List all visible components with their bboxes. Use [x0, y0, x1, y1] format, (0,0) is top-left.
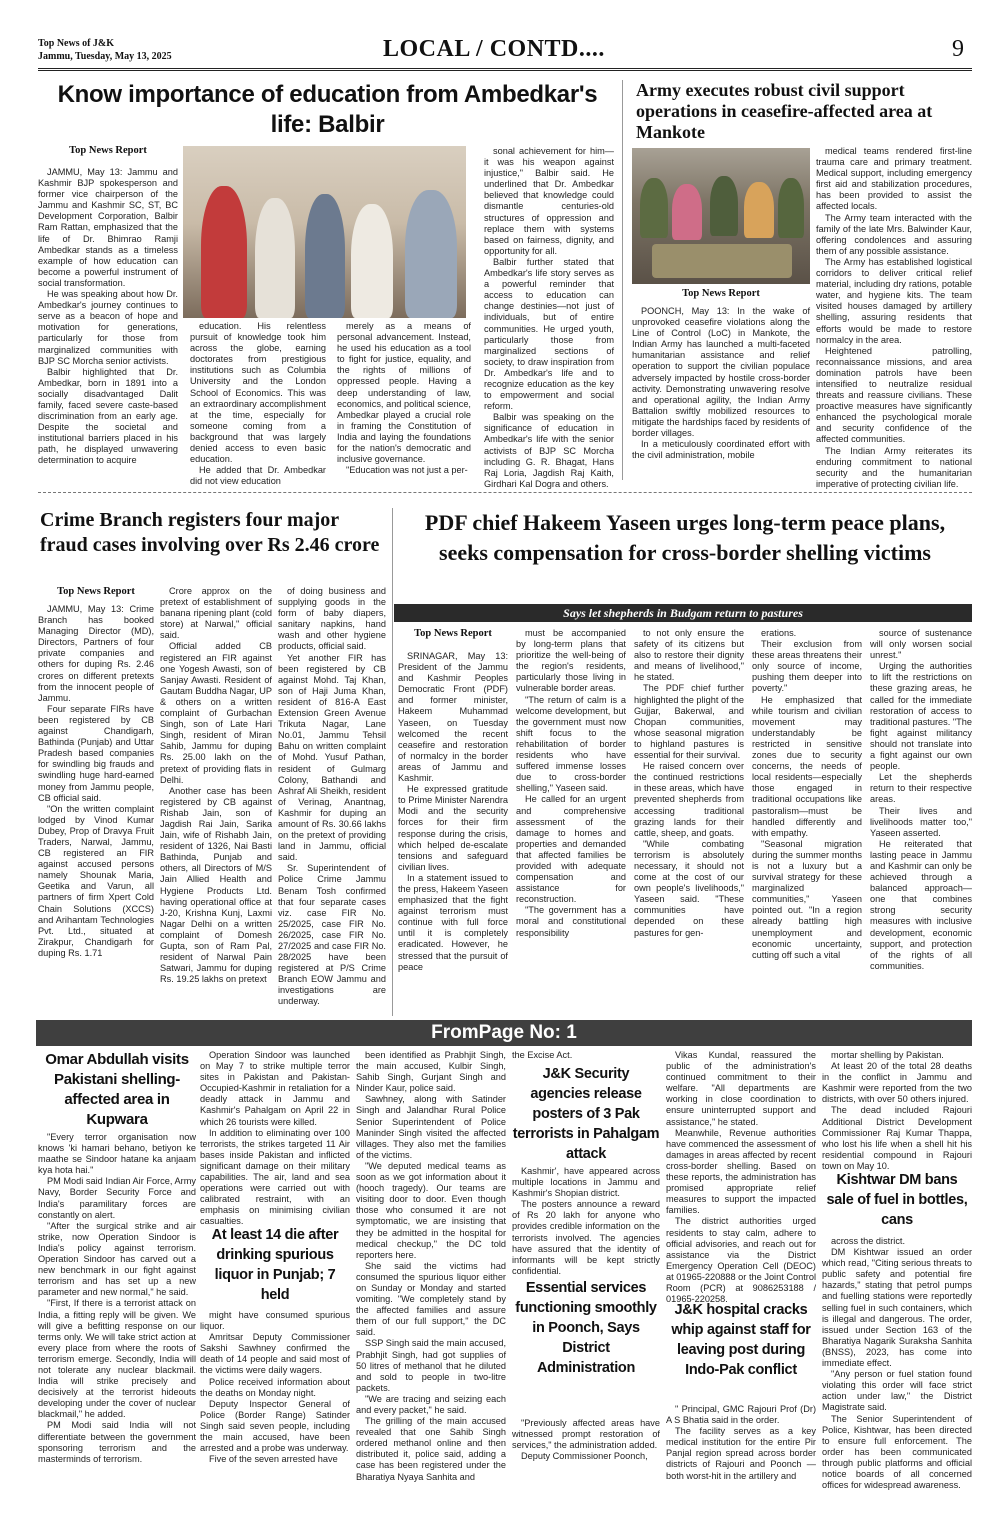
paragraph: "The government has a moral and constitutional responsibility [516, 905, 626, 938]
hospital-col [666, 1404, 816, 1480]
paragraph: Amritsar Deputy Commissioner Sakshi Sawhney confirmed the death of 14 people and said most of the victims were daily wagers. [200, 1332, 350, 1376]
from-page-banner [36, 1020, 972, 1046]
punjab-col-2 [356, 1050, 506, 1480]
paragraph: "On the written complaint lodged by Vinod Kumar Dubey, Prop of Dravya Fruit Traders, Narwal, Jammu, CB registered an FIR against accused persons namely Shounak Maria, Geetika and Varun, all partners of firm Xpert Cold Chain Solutions (XCCS) and Arihantam Technologies Pvt. Ltd., situated at Zirakpur, Chandigarh for duping Rs. 1.71 [38, 803, 154, 958]
column-rule [622, 80, 623, 480]
paragraph: "Education was not just a per- [346, 465, 468, 476]
paragraph: The district authorities urged residents to stay calm, adhere to official advisories, and reach out for assistance via the District Emergency Operation Cell (DEOC) at 01965-220888 or the Joint Control Room (PCR) at 9086253188 / 01965-220258. [666, 1216, 816, 1305]
paragraph: POONCH, May 13: In the wake of unprovoked ceasefire violations along the Line of Control (LoC) in Mankote, the Indian Army has launched a multi-faceted humanitarian assistance and relief operation to support the civilian populace adversely impacted by hostile cross-border activity. Demonstrating unwavering resolve and operational agility, the Indian Army Battalion swiftly mobilized resources to mitigate the hardships faced by residents of border villages. [632, 306, 810, 439]
paragraph: He called for an urgent and comprehensive assessment of the damage to homes and properties and demanded that affected families be provided with adequate compensation and assistance for reconstruction. [516, 794, 626, 905]
ambedkar-byline: Top News Report [69, 145, 147, 156]
pdf-subhead-bar [394, 604, 972, 622]
paragraph: mortar shelling by Pakistan. [831, 1050, 944, 1060]
paragraph: Deputy Commissioner Poonch, [521, 1451, 648, 1462]
paragraph: Five of the seven arrested have [209, 1454, 338, 1465]
paragraph: education. His relentless pursuit of knowledge took him across the globe, earning doctorates from prestigious institutions such as Columbia University and the London School of Economics. This was an extraordinary accomplishment at the time, especially for someone coming from a background that was largely denied access to even basic education. [190, 321, 326, 465]
paragraph: DM Kishtwar issued an order which read, "Citing serious threats to public safety and potential fire hazards," stating that petrol pumps and fuelling stations were reportedly selling fuel in such containers, which is illegal and dangerous. The order, issued under Section 163 of the Bharatiya Nagarik Suraksha Sanhita (BNSS), 2023, has come into immediate effect. [822, 1247, 972, 1369]
crime-col-3 [278, 586, 386, 1015]
ambedkar-col-2 [190, 321, 326, 487]
paragraph: Vikas Kundal, reassured the public of the administration's continued commitment to their welfare. "All departments are working in close coordination to ensure uninterrupted support and assistance," he stated. [666, 1050, 816, 1127]
army-col-1 [632, 306, 810, 479]
paragraph: "Previously affected areas have witnessed prompt restoration of services," the administration added. [512, 1418, 660, 1451]
army-photo [632, 148, 810, 284]
paragraph: "The return of calm is a welcome development, but the government must now shift focus to the rehabilitation of border residents who have suffered immense losses due to cross-border shelling," Yaseen said. [516, 694, 626, 794]
paragraph: Operation Sindoor was launched on May 7 to strike multiple terror sites in Pakistan and Pakistan-Occupied-Kashmir in retaliation for a deadly attack in Jammu and Kashmir's Pahalgam on April 22 in which 26 tourists were killed. [200, 1050, 350, 1127]
paragraph: Kashmir', have appeared across multiple locations in Jammu and Kashmir's Shopian district. [512, 1166, 660, 1199]
paper-name: Top News of J&K [38, 38, 115, 49]
paragraph: might have consumed spurious liquor. [200, 1310, 350, 1332]
paragraph: " Principal, GMC Rajouri Prof (Dr) A S Bhatia said in the order. [666, 1404, 816, 1426]
paragraph: He was speaking about how Dr. Ambedkar's journey continues to serve as a beacon of hope and motivation for generations, particularly for those from marginalized communities with BJP SC Morcha senior activists. [38, 289, 178, 366]
paragraph: Let the shepherds return to their respective areas. [870, 772, 972, 805]
paragraph: Yet another FIR has been registered by CB against Mohd. Taj Khan, son of Haji Juma Khan, resident of 816-A East Extension Green Avenue Trikuta Nagar, Lane No.01, Jammu Tehsil Bahu on written complaint of Mohd. Yusuf Pathan, resident of Gulmarg Colony, Bathandi and Ashraf Ali Sheikh, resident of Verinag, Anantnag, Kashmir for duping an amount of Rs. 30.66 lakhs on the pretext of providing land in Jammu, official said. [278, 652, 386, 863]
paragraph: The Senior Superintendent of Police, Kishtwar, has been directed to ensure full enforcement. The order has been communicated through public platforms and official notice boards of all concerned offices for widespread awareness. [822, 1413, 972, 1491]
paragraph: He reiterated that lasting peace in Jammu and Kashmir can only be achieved through a balanced approach—one that combines strong security measures with inclusive development, economic support, and protection of the rights of all communities. [870, 838, 972, 971]
rajouri-col [822, 1050, 972, 1171]
paragraph: "Any person or fuel station found violating this order will face strict action under law," the District Magistrate said. [822, 1369, 972, 1413]
paragraph: Heightened patrolling, reconnaissance missions, and area domination patrols have been intensified to neutralize residual threats and reassure civilians. These proactive measures have significantly enhanced the psychological morale and security confidence of the affected communities. [816, 345, 972, 445]
paragraph: The dead included Rajouri Additional District Development Commissioner Raj Kumar Thappa, who lost his life when a shell hit his residential compound in Rajouri town on May 10. [822, 1105, 972, 1171]
paragraph: Balbir further stated that Ambedkar's life story serves as a powerful reminder that access to education can change destinies—not just of individuals, but of entire communities. He urged youth, particularly those from marginalized sections of society, to draw inspiration from Dr. Ambedkar's life and to recognize education as the key to empowerment and social reform. [484, 256, 614, 412]
section-title: LOCAL / CONTD.... [383, 36, 605, 62]
essential-col [512, 1418, 660, 1480]
paragraph: Their exclusion from these areas threatens their only source of income, pushing them deeper into poverty." [752, 639, 862, 694]
hospital-headline: J&K hospital cracks whip against staff for leaving post during Indo-Pak conflict [671, 1302, 811, 1378]
paragraph: He emphasized that while tourism and civilian movement may understandably be restricted in sensitive zones due to security concerns, the needs of local residents—especially those engaged in traditional occupations like pastoralism—must be handled differently and with empathy. [752, 694, 862, 838]
pdf-col-3 [634, 628, 744, 1015]
paragraph: The Indian Army reiterates its enduring commitment to national security and the humanitarian imperative of protecting civilian life. [816, 445, 972, 489]
dateline: Jammu, Tuesday, May 13, 2025 [38, 51, 172, 62]
ambedkar-col-3 [337, 321, 471, 479]
pdf-col-2 [516, 628, 626, 1015]
paragraph: to not only ensure the safety of its citizens but also to restore their dignity and means of livelihood," he stated. [634, 628, 744, 683]
paragraph: SRINAGAR, May 13: President of the Jammu and Kashmir Peoples Democratic Front (PDF) and former minister, Hakeem Muhammad Yaseen, on Tuesday welcomed the recent ceasefire and restoration of normalcy in the border areas of Jammu and Kashmir. [398, 651, 508, 784]
vikas-col [666, 1050, 816, 1305]
paragraph: "We are tracing and seizing each and every packet," he said. [356, 1393, 506, 1415]
page-number: 9 [952, 36, 964, 62]
paragraph: He added that Dr. Ambedkar did not view education [190, 465, 326, 487]
crime-byline: Top News Report [57, 586, 135, 597]
paragraph: erations. [761, 628, 797, 638]
pdf-col-4 [752, 628, 862, 1015]
crime-headline: Crime Branch registers four major fraud cases involving over Rs 2.46 crore [40, 509, 380, 556]
paragraph: In a meticulously coordinated effort with the civil administration, mobile [632, 439, 810, 461]
paragraph: The Army has established logistical corridors to deliver critical relief material, including dry rations, potable water, and hygiene kits. The team visited houses damaged by artillery shelling, assuring residents that efforts would be made to restore normalcy in the area. [816, 256, 972, 345]
paragraph: In addition to eliminating over 100 terrorists, the strikes targeted 11 Air bases inside Pakistan and inflicted significant damage on their military capabilities. The air, land and sea operations were carried out with calibrated restraint, with an emphasis on minimising civilian casualties. [200, 1127, 350, 1227]
paragraph: of doing business and supplying goods in the form of baby diapers, sanitary napkins, hand wash and other hygiene products, official said. [278, 586, 386, 652]
paragraph: Sawhney, along with Satinder Singh and Jalandhar Rural Police Senior Superintendent of Police Maninder Singh visited the affected villages. They also met the families of the victims. [356, 1094, 506, 1160]
paragraph: merely as a means of personal advancement. Instead, he used his education as a tool to fight for justice, equality, and the rights of millions of oppressed people. Having a deep understanding of law, economics, and political science, Ambedkar played a crucial role in framing the Constitution of India and laying the foundations for the nation's democratic and inclusive governance. [337, 321, 471, 465]
section-divider [38, 492, 972, 493]
paragraph: Police received information about the deaths on Monday night. [200, 1376, 350, 1398]
paragraph: The posters announce a reward of Rs 20 lakh for anyone who provides credible information on the terrorists involved. The agencies have assured that the identity of informants will be kept strictly confidential. [512, 1199, 660, 1276]
paragraph: SSP Singh said the main accused, Prabhjit Singh, had got supplies of 50 litres of methanol that he diluted and sold to people in two-litre packets. [356, 1338, 506, 1393]
essential-headline: Essential services functioning smoothly in Poonch, Says District Administration [515, 1280, 657, 1376]
masthead-rule [38, 68, 972, 71]
paragraph: The grilling of the main accused revealed that one Sahib Singh ordered methanol online and then distributed it, police said, adding a case has been registered under the Bharatiya Nyaya Sanhita and [356, 1416, 506, 1482]
paragraph: Balbir highlighted that Dr. Ambedkar, born in 1891 into a socially disadvantaged Dalit family, faced severe caste-based discrimination from an early age. Despite the societal and institutional barriers placed in his path, he displayed unwavering determination to acquire [38, 366, 178, 466]
pdf-headline: PDF chief Hakeem Yaseen urges long-term peace plans, seeks compensation for cross-border shelling victims [424, 510, 946, 565]
omar-col-2 [200, 1050, 350, 1227]
omar-col-1 [38, 1132, 196, 1480]
paragraph: Deputy Inspector General of Police (Border Range) Satinder Singh said seven people, including the main accused, have been arrested and a probe was underway. [200, 1398, 350, 1454]
paragraph: He raised concern over the continued restrictions in these areas, which have prevented shepherds from accessing traditional grazing lands for their cattle, sheep, and goats. [634, 761, 744, 838]
omar-headline: Omar Abdullah visits Pakistani shelling-affected area in Kupwara [45, 1051, 189, 1128]
ambedkar-photo [183, 146, 466, 318]
paragraph: JAMMU, May 13: Jammu and Kashmir BJP spokesperson and former vice chairperson of the Jammu and Kashmir SC, ST, BC Development Corporation, Balbir Ram Rattan, emphasized that the life of Dr. Bhimrao Ramji Ambedkar stands as a timeless example of how education can become a powerful instrument of social transformation. [38, 167, 178, 288]
masthead [38, 36, 972, 74]
paragraph: "First, If there is a terrorist attack on India, a fitting reply will be given. We will give a befitting response on our terms only. We will take strict action at every place from where the roots of terrorism emerge. Secondly, India will not tolerate any nuclear blackmail. India will strike precisely and decisively at the terrorist hideouts developing under the cover of nuclear blackmail," he added. [38, 1298, 196, 1420]
crime-col-1 [38, 604, 154, 1015]
paragraph: must be accompanied by long-term plans that prioritize the well-being of the region's residents, particularly those living in vulnerable border areas. [516, 628, 626, 694]
pdf-byline: Top News Report [414, 628, 492, 639]
paragraph: Meanwhile, Revenue authorities have commenced the assessment of damages in areas affected by recent cross-border shelling. Based on these reports, the administration has promised appropriate relief measures to support the impacted families. [666, 1127, 816, 1216]
paragraph: medical teams rendered first-line trauma care and primary treatment. Medical support, including emergency first aid and stabilization procedures, has been provided to assist the affected locals. [816, 146, 972, 212]
paragraph: She said the victims had consumed the spurious liquor either on Sunday or Monday and started vomiting. "We completely stand by the affected families and assure them of our full support," the DC said. [356, 1260, 506, 1338]
paragraph: The Army team interacted with the family of the late Mrs. Balwinder Kaur, offering condolences and assuring them of any possible assistance. [816, 212, 972, 256]
kishtwar-headline: Kishtwar DM bans sale of fuel in bottles, cans [826, 1172, 968, 1228]
posters-col [512, 1166, 660, 1274]
paragraph: Balbir was speaking on the significance of education in Ambedkar's life with the senior activists of BJP SC Morcha including G. R. Bhagat, Hans Raj Loria, Jagdish Raj Kaith, Girdhari Kal Dogra and others. [484, 412, 614, 489]
army-col-2 [816, 146, 972, 489]
paragraph: Sr. Superintendent of Police Crime Jammu Benam Tosh confirmed that four separate cases viz. case FIR No. 25/2025, case FIR No. 26/2025, case FIR No. 27/2025 and case FIR No. 28/2025 have been registered at P/S Crime Branch EOW Jammu and investigations are underway. [278, 863, 386, 1007]
paragraph: Crore approx on the pretext of establishment of banana ripening plant (cold store) at Narwal," official said. [160, 586, 272, 641]
paragraph: Four separate FIRs have been registered by CB against Chandigarh, Bathinda (Punjab) and Uttar Pradesh based companies for swindling big frauds and swindling huge hard-earned money from Jammu people, CB official said. [38, 703, 154, 803]
ambedkar-col-4 [484, 146, 614, 489]
army-byline: Top News Report [682, 288, 760, 299]
paragraph: JAMMU, May 13: Crime Branch has booked Managing Director (MD), Directors, Partners of four private companies and others for duping Rs. 2.46 crores on different pretexts from the innocent people of Jammu. [38, 604, 154, 703]
pdf-subhead: Says let shepherds in Budgam return to pastures [563, 606, 803, 620]
paragraph: "After the surgical strike and air strike, now Operation Sindoor is India's policy against terrorism. Operation Sindoor has carved out a new benchmark in our fight against terrorism and has set up a new parameter and new normal," he said. [38, 1220, 196, 1298]
punjab-headline: At least 14 die after drinking spurious liquor in Punjab; 7 held [211, 1227, 339, 1303]
paragraph: He expressed gratitude to Prime Minister Narendra Modi and the security forces for their firm response during the crisis, which helped de-escalate tensions and safeguard civilian lives. [398, 784, 508, 872]
paragraph: PM Modi said Indian Air Force, Army Navy, Border Security Force and India's paramilitary forces are constantly on alert. [38, 1176, 196, 1220]
paragraph: At least 20 of the total 28 deaths in the conflict in Jammu and Kashmir were reported from the two districts, with over 50 others injured. [822, 1061, 972, 1105]
paragraph: Official added CB registered an FIR against one Yogesh Awasti, son of Sanjay Awasti. Resident of Gautam Buddha Nagar, UP & others on a written complaint of Gurbachan Singh, son of Late Hari Singh, resident of Miran Sahib, Jammu for duping Rs. 25.00 lakh on the pretext of providing flats in Delhi. [160, 641, 272, 785]
from-page-label: FromPage No: 1 [431, 1022, 577, 1043]
paragraph: "While combating terrorism is absolutely necessary, it should not come at the cost of our own people's livelihoods," Yaseen said. "These communities have depended on these pastures for gen- [634, 838, 744, 938]
pdf-col-5 [870, 628, 972, 1015]
ambedkar-col-1 [38, 167, 178, 479]
paragraph: "Seasonal migration during the summer months is not a luxury but a survival strategy for these marginalized communities," Yaseen pointed out. "In a region already battling high unemployment and economic uncertainty, cutting off such a vital [752, 838, 862, 960]
paragraph: Their lives and livelihoods matter too," Yaseen asserted. [870, 805, 972, 838]
paragraph: PM Modi said India will not differentiate between the government sponsoring terrorism and the masterminds of terrorism. [38, 1420, 196, 1464]
paragraph: The PDF chief further highlighted the plight of the Gujjar, Bakerwal, and Chopan communities, whose seasonal migration to highland pastures is essential for their survival. [634, 683, 744, 761]
paragraph: "We deputed medical teams as soon as we got information about it (hooch tragedy). Our teams are visiting door to door. Even though those who consumed it are not symptomatic, we are insisting that they be admitted in the hospital for medical checkup," the DC told reporters here. [356, 1160, 506, 1260]
paragraph: source of sustenance will only worsen social unrest." [870, 628, 972, 661]
paragraph: sonal achievement for him—it was his weapon against injustice," Balbir said. He underlined that Dr. Ambedkar believed that knowledge could dismantle centuries-old structures of oppression and replace them with systems based on fairness, dignity, and opportunity for all. [484, 146, 614, 256]
paragraph: been identified as Prabhjit Singh, the main accused, Kulbir Singh, Sahib Singh, Gurjant Singh and Ninder Kaur, police said. [356, 1050, 506, 1094]
crime-col-2 [160, 586, 272, 1015]
paragraph: Urging the authorities to lift the restrictions on these grazing areas, he called for the immediate restoration of access to traditional pastures. "The fight against militancy should not translate into a fight against our own people. [870, 661, 972, 772]
paragraph: The facility serves as a key medical institution for the entire Pir Panjal region spread across border districts of Rajouri and Poonch — both worst-hit in the artillery and [666, 1426, 816, 1481]
paragraph: the Excise Act. [512, 1050, 573, 1060]
paragraph: Another case has been registered by CB against Rishab Jain, son of Jagdish Rai Jain, Sarika Jain, wife of Rishabh Jain, resident of 1326, Nai Basti Bathinda, Punjab and others, all Directors of M/S Jain Allied Health and Hygiene Products Ltd. having operational office at J-20, Krishna Kunj, Laxmi Nagar Delhi on a written complaint of Domesh Gupta, son of Ram Pal, resident of Narwal Pain Satwari, Jammu for duping Rs. 19.25 lakhs on pretext [160, 785, 272, 985]
kishtwar-col [822, 1236, 972, 1491]
paragraph: across the district. [831, 1236, 906, 1246]
ambedkar-headline: Know importance of education from Ambedkar's life: Balbir [57, 81, 598, 138]
paragraph: In a statement issued to the press, Hakeem Yaseen emphasized that the fight against terrorism must continue with full force until it is completely eradicated. However, he stressed that the pursuit of peace [398, 872, 508, 972]
column-rule-2 [392, 508, 393, 1016]
punjab-col-1 [200, 1310, 350, 1480]
pdf-col-1 [398, 651, 508, 1015]
posters-lead [512, 1050, 660, 1062]
posters-headline: J&K Security agencies release posters of 3 Pak terrorists in Pahalgam attack [512, 1066, 660, 1162]
paragraph: "Every terror organisation now knows 'ki hamari behano, betiyon ke maathe se Sindoor hatane ka anjaam kya hota hai." [38, 1132, 196, 1176]
army-headline: Army executes robust civil support operations in ceasefire-affected area at Mankote [636, 80, 933, 142]
